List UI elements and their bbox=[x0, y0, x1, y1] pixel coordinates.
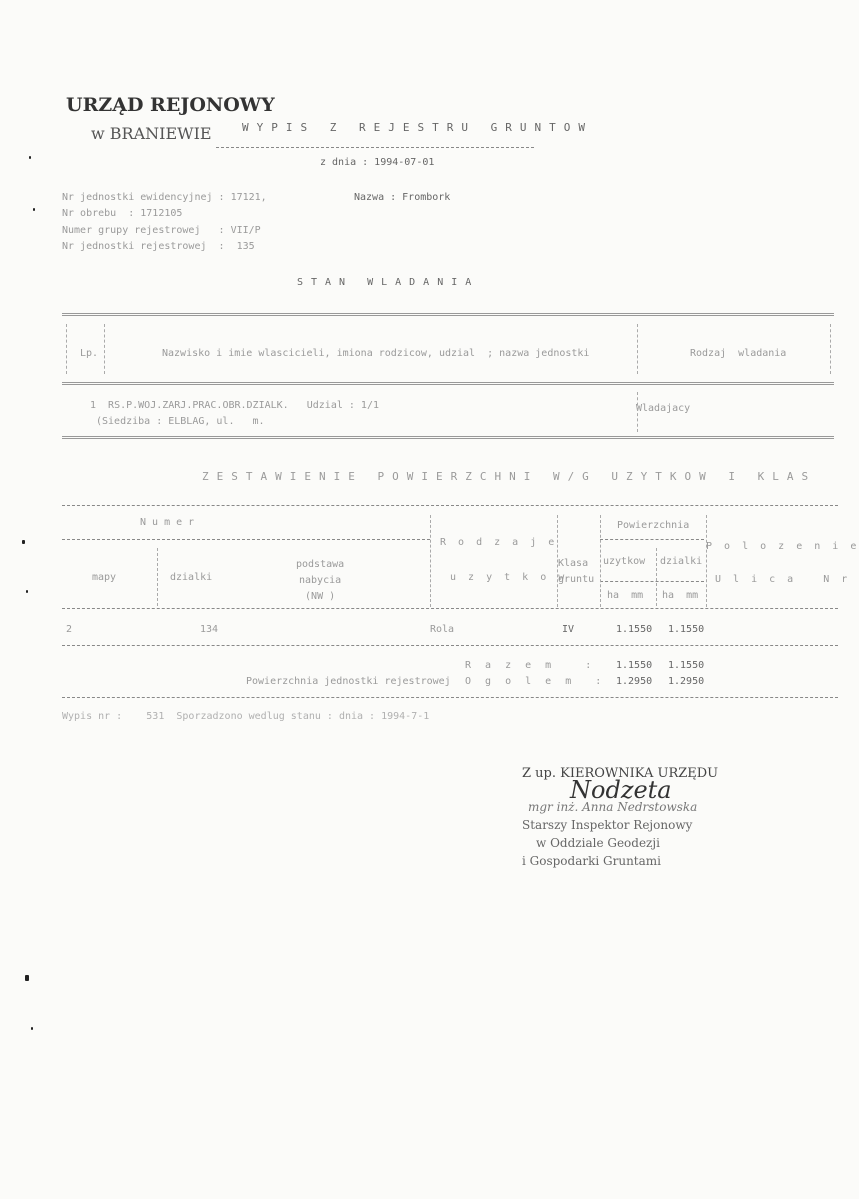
summary-col-klasa: Klasa gruntu bbox=[558, 558, 595, 585]
summary-col-rodzaje2: u z y t k o w bbox=[450, 572, 568, 583]
summary-row-dzialka: 134 bbox=[200, 624, 219, 635]
scan-speck bbox=[29, 156, 31, 159]
summary-razem-label: R a z e m : bbox=[465, 660, 596, 671]
ownership-bottom-rule bbox=[62, 436, 834, 439]
summary-row-uzytek: Rola bbox=[430, 624, 455, 635]
ownership-row-type: Wladajacy bbox=[636, 403, 691, 414]
stamp-line5: i Gospodarki Gruntami bbox=[522, 854, 661, 868]
unit-number: Nr jednostki ewidencyjnej : 17121, bbox=[62, 192, 267, 203]
summary-ha-rule bbox=[600, 581, 704, 582]
ownership-mid-rule bbox=[62, 382, 834, 385]
stamp-line1: Z up. KIEROWNIKA URZĘDU bbox=[522, 766, 719, 781]
registry-unit-number: Nr jednostki rejestrowej : 135 bbox=[62, 241, 255, 252]
summary-vline-3 bbox=[557, 515, 558, 607]
summary-col-rodzaje1: R o d z a j e bbox=[440, 537, 558, 548]
document-date: z dnia : 1994-07-01 bbox=[320, 157, 435, 168]
summary-vline-2 bbox=[430, 515, 431, 607]
stamp-line3: Starszy Inspektor Rejonowy bbox=[522, 818, 693, 832]
stamp-line4: w Oddziale Geodezji bbox=[536, 836, 660, 850]
document-title: WYPIS Z REJESTRU GRUNTOW bbox=[242, 121, 593, 134]
summary-col-ha2: ha mm bbox=[662, 590, 699, 601]
wypis-line: Wypis nr : 531 Sporzadzono wedlug stanu : dnia : 1994-7-1 bbox=[62, 711, 430, 722]
summary-vline-6 bbox=[706, 515, 707, 607]
summary-ogolem-label: O g o l e m : bbox=[465, 676, 606, 687]
summary-col-podstawa: podstawa nabycia (NW ) bbox=[296, 559, 345, 602]
summary-col-pow: Powierzchnia bbox=[617, 520, 690, 531]
ownership-col-lp: Lp. bbox=[80, 348, 99, 359]
summary-ogolem-uz: 1.2950 bbox=[616, 676, 653, 687]
summary-pow-rule bbox=[600, 539, 704, 540]
scan-speck bbox=[26, 590, 28, 593]
precinct-number: Nr obrebu : 1712105 bbox=[62, 208, 183, 219]
summary-razem-dz: 1.1550 bbox=[668, 660, 705, 671]
ownership-vline-lp bbox=[104, 324, 105, 374]
summary-header-bottom-rule bbox=[62, 608, 838, 609]
summary-ogolem-dz: 1.2950 bbox=[668, 676, 705, 687]
summary-top-rule bbox=[62, 505, 838, 506]
summary-row-klasa: IV bbox=[562, 624, 575, 635]
summary-row-mapa: 2 bbox=[66, 624, 73, 635]
summary-title: ZESTAWIENIE POWIERZCHNI W/G UZYTKOW I KLAS bbox=[202, 470, 817, 483]
group-number: Numer grupy rejestrowej : VII/P bbox=[62, 225, 261, 236]
summary-col-numer: N u m e r bbox=[140, 517, 195, 528]
summary-col-uzytkow: uzytkow bbox=[603, 556, 646, 567]
ownership-row-line2: (Siedziba : ELBLAG, ul. m. bbox=[96, 416, 265, 427]
summary-vline-5 bbox=[656, 548, 657, 606]
summary-vline-1 bbox=[157, 548, 158, 606]
scan-speck bbox=[31, 1027, 33, 1030]
summary-razem-uz: 1.1550 bbox=[616, 660, 653, 671]
office-stamp-line2: w BRANIEWIE bbox=[91, 124, 212, 143]
ownership-col-name: Nazwisko i imie wlascicieli, imiona rodzicow, udzial ; nazwa jednostki bbox=[162, 348, 590, 359]
ownership-row-vline bbox=[637, 392, 638, 432]
ownership-col-type: Rodzaj wladania bbox=[690, 348, 787, 359]
summary-bottom-rule bbox=[62, 697, 838, 698]
ownership-vline-left bbox=[66, 324, 67, 374]
scan-speck bbox=[22, 540, 25, 544]
summary-col-mapy: mapy bbox=[92, 572, 117, 583]
summary-row-pow-dz: 1.1550 bbox=[668, 624, 705, 635]
summary-col-dzialki: dzialki bbox=[170, 572, 213, 583]
precinct-name: Nazwa : Frombork bbox=[354, 192, 451, 203]
title-underline bbox=[216, 147, 534, 148]
summary-numer-rule bbox=[62, 539, 430, 540]
summary-pow-label: Powierzchnia jednostki rejestrowej bbox=[246, 676, 451, 687]
ownership-title: STAN WLADANIA bbox=[297, 277, 480, 288]
scan-speck bbox=[25, 975, 29, 981]
ownership-vline-right bbox=[830, 324, 831, 374]
summary-col-dzialki2: dzialki bbox=[660, 556, 703, 567]
office-stamp-line1: URZĄD REJONOWY bbox=[66, 94, 275, 116]
summary-col-polozenie: P o l o z e n i e bbox=[706, 541, 859, 552]
ownership-vline-type bbox=[637, 324, 638, 374]
signature: Nodzeta bbox=[570, 776, 672, 804]
ownership-top-rule bbox=[62, 313, 834, 316]
summary-vline-4 bbox=[600, 515, 601, 607]
scan-speck bbox=[33, 208, 35, 211]
summary-row-rule bbox=[62, 645, 838, 646]
ownership-row-line1: 1 RS.P.WOJ.ZARJ.PRAC.OBR.DZIALK. Udzial : 1/1 bbox=[90, 400, 379, 411]
summary-col-ha1: ha mm bbox=[607, 590, 644, 601]
stamp-line2: mgr inż. Anna Nedrstowska bbox=[528, 800, 698, 814]
summary-row-pow-uz: 1.1550 bbox=[616, 624, 653, 635]
summary-col-ulica: U l i c a N r bbox=[715, 574, 851, 585]
